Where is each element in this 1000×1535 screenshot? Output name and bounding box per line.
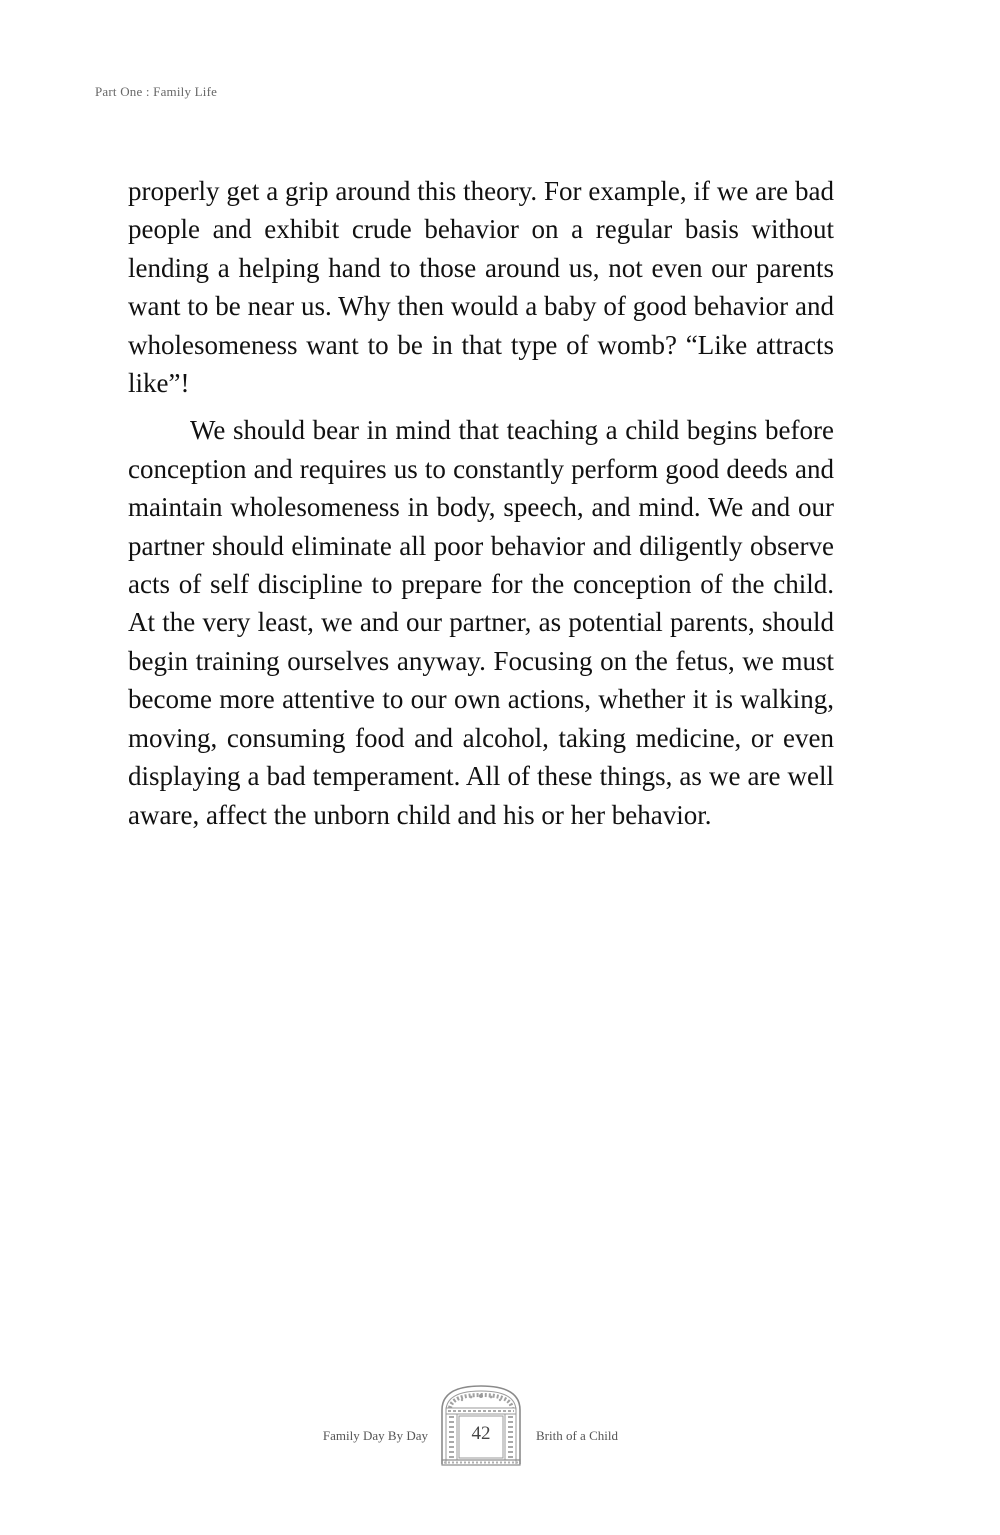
body-text (128, 172, 834, 834)
page-footer (0, 1384, 1000, 1466)
footer-chapter-title: Brith of a Child (536, 1428, 618, 1443)
running-head: Part One : Family Life (95, 84, 218, 99)
page-number: 42 (471, 1423, 491, 1444)
paragraph: We should bear in mind that teaching a child begins before conception and requires us to constantly perform good deeds and maintain wholesomeness in body, speech, and mind. We and our partner should eliminate all poor behavior and diligently observe acts of self discipline to prepare for the conception of the child. At the very least, we and our partner, as potential parents, should begin training ourselves anyway. Focusing on the fetus, we must become more attentive to our own actions, whether it is walking, moving, consuming food and alcohol, taking medicine, or even displaying a bad temperament. All of these things, as we are well aware, affect the unborn child and his or her behavior. (128, 415, 834, 830)
footer-book-title: Family Day By Day (322, 1428, 428, 1443)
paragraph: properly get a grip around this theory. For example, if we are bad people and exhibit crude behavior on a regular basis without lending a helping hand to those around us, not even our parents want to be near us. Why then would a baby of good behavior and wholesomeness want to be in that type of womb? “Like attracts like”! (128, 176, 834, 399)
